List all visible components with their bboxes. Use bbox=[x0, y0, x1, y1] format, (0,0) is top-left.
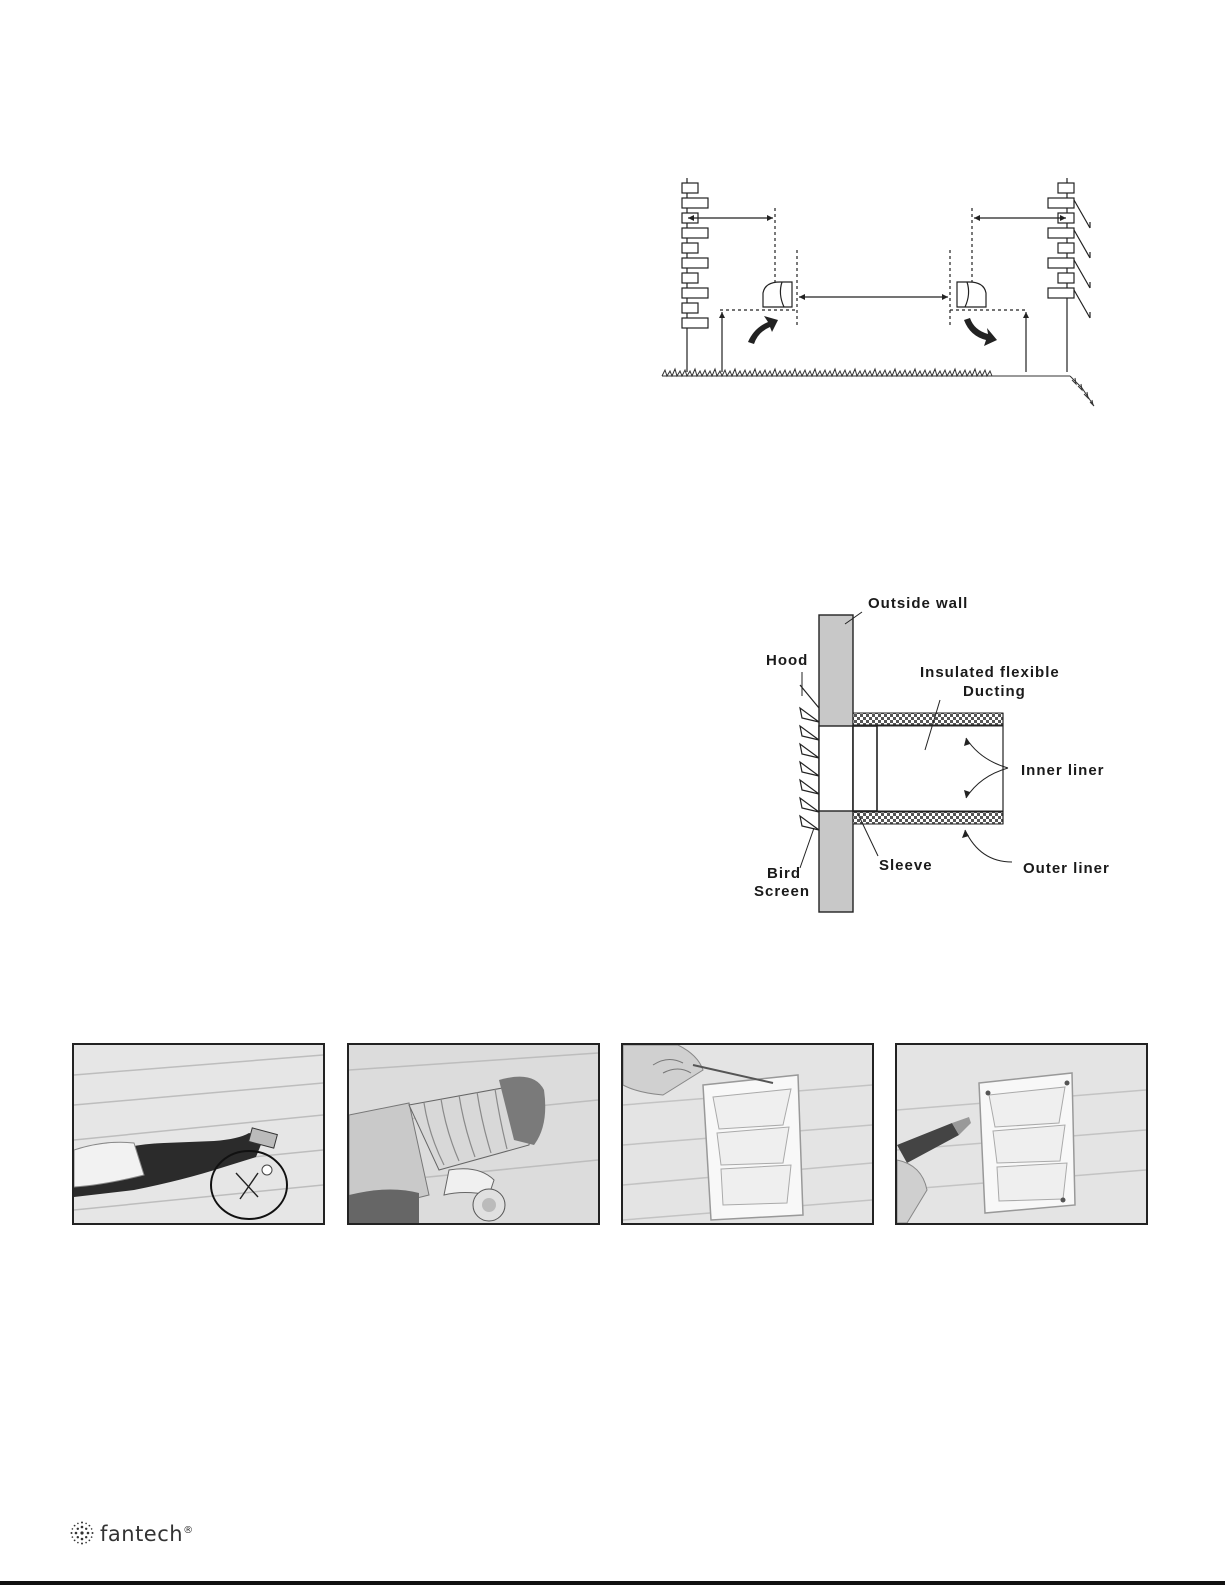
label-outer-liner: Outer liner bbox=[1023, 860, 1110, 877]
registered-mark: ® bbox=[183, 1525, 194, 1536]
drill-hole-photo bbox=[72, 1043, 325, 1225]
attach-duct-photo bbox=[347, 1043, 600, 1225]
label-bird-line1: Bird bbox=[767, 865, 801, 882]
label-outside-wall: Outside wall bbox=[868, 595, 969, 612]
label-inner-liner: Inner liner bbox=[1021, 762, 1105, 779]
label-bird-line2: Screen bbox=[754, 883, 811, 900]
label-ducting-line1: Insulated flexible bbox=[920, 664, 1060, 681]
brand-name: fantech bbox=[100, 1522, 184, 1546]
clearance-diagram bbox=[660, 170, 1110, 415]
label-hood: Hood bbox=[766, 652, 809, 669]
footer-rule bbox=[0, 1581, 1225, 1585]
label-sleeve: Sleeve bbox=[879, 857, 933, 874]
brand-logo-text bbox=[100, 1522, 194, 1546]
fantech-logo-icon bbox=[70, 1521, 94, 1545]
mount-hood-photo bbox=[621, 1043, 874, 1225]
label-ducting-line2: Ducting bbox=[963, 683, 1026, 700]
caulk-hood-photo bbox=[895, 1043, 1148, 1225]
